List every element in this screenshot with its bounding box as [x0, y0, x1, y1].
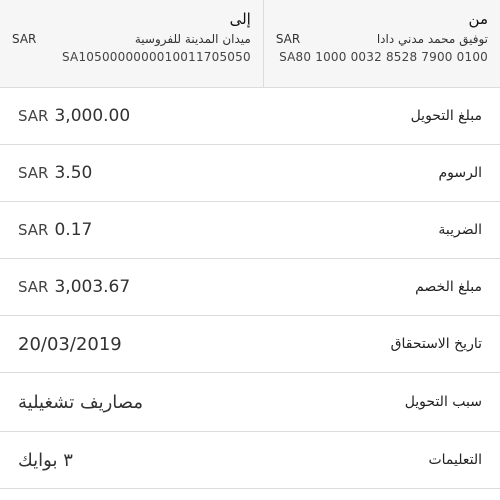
from-label: من [468, 10, 488, 28]
from-account-name: توفيق محمد مدني دادا [376, 32, 488, 46]
from-iban: SA80 1000 0032 8528 7900 0100 [279, 50, 488, 64]
transfer-amount-currency: SAR [18, 107, 49, 125]
to-currency: SAR [12, 32, 37, 46]
due-date-value: 20/03/2019 [18, 333, 122, 355]
tax-number: 0.17 [54, 220, 93, 240]
transfer-reason-label: سبب التحويل [404, 394, 482, 410]
fees-currency: SAR [18, 164, 49, 182]
to-beneficiary-name: ميدان المدينة للفروسية [134, 32, 251, 46]
debit-amount-number: 3,003.67 [54, 277, 131, 297]
tax-currency: SAR [18, 221, 49, 239]
transfer-reason-row [0, 373, 500, 432]
transfer-reason-value: مصاريف تشغيلية [18, 391, 144, 413]
transfer-amount-value [18, 106, 130, 126]
fees-value [18, 163, 92, 183]
to-iban: SA1050000000010011705050 [62, 50, 251, 64]
transfer-amount-label: مبلغ التحويل [410, 108, 482, 124]
transfer-amount-number: 3,000.00 [54, 106, 131, 126]
instructions-row [0, 432, 500, 489]
from-party-panel [263, 0, 500, 87]
debit-amount-row [0, 259, 500, 316]
instructions-label: التعليمات [428, 452, 482, 468]
due-date-row [0, 316, 500, 373]
tax-row [0, 202, 500, 259]
tax-label: الضريبة [438, 222, 482, 238]
to-party-panel [0, 0, 263, 87]
transfer-amount-row [0, 88, 500, 145]
instructions-value: ٣ بوايك [18, 449, 73, 471]
fees-row [0, 145, 500, 202]
transfer-parties-header [0, 0, 500, 88]
due-date-label: تاريخ الاستحقاق [390, 336, 482, 352]
from-currency: SAR [275, 32, 301, 46]
fees-number: 3.50 [54, 163, 93, 183]
debit-amount-value [18, 277, 130, 297]
to-label: إلى [229, 10, 251, 28]
debit-amount-label: مبلغ الخصم [415, 279, 482, 295]
tax-value [18, 220, 92, 240]
fees-label: الرسوم [438, 165, 482, 181]
debit-amount-currency: SAR [18, 278, 49, 296]
